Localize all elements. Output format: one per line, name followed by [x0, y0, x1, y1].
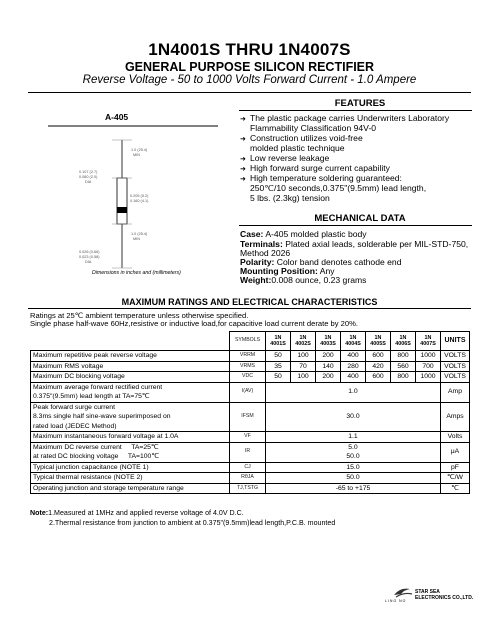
features-divider [239, 110, 472, 111]
table-row: Operating junction and storage temperature range TJ,TSTG -65 to +175 ℃ [31, 483, 470, 494]
cathode-band [117, 207, 127, 213]
rating-summary: Reverse Voltage - 50 to 1000 Volts Forward Current - 1.0 Ampere [82, 74, 417, 86]
ratings-table [30, 331, 470, 494]
dim-label: 0.160 (4.1) [130, 199, 149, 203]
table-row: Maximum DC blocking voltage VDC 50 100 200 400 600 800 1000 VOLTS [31, 372, 470, 383]
feature-item: ➜ Construction utilizes void-free [240, 133, 363, 145]
mech-terminals-cont: Method 2026 [240, 248, 291, 258]
dimensions-note: Dimensions in inches and (millimeters) [92, 270, 181, 276]
feature-item-cont: 5 lbs. (2.3kg) tension [250, 193, 330, 203]
part-header: 1N 4002S [291, 332, 316, 351]
feature-item: ➜ Low reverse leakage [240, 153, 329, 165]
dim-label: DIA [85, 180, 92, 184]
part-header: 1N 4007S [416, 332, 441, 351]
dim-label: 0.023 (0.58) [79, 255, 100, 259]
part-header: 1N 4005S [366, 332, 391, 351]
logo-small-text: LING NO [385, 599, 407, 603]
mech-polarity: Polarity: Color band denotes cathode end [240, 257, 402, 267]
table-row: Maximum RMS voltage VRMS 35 70 140 280 420 560 700 VOLTS [31, 361, 470, 372]
table-row: Typical junction capacitance (NOTE 1) CJ 15.0 pF [31, 462, 470, 473]
feature-item: ➜ High forward surge current capability [240, 163, 390, 175]
mechanical-heading: MECHANICAL DATA [314, 213, 406, 224]
mech-mounting: Mounting Position: Any [240, 266, 335, 276]
dim-label: 0.205 (5.2) [130, 194, 149, 198]
ratings-note-1: Ratings at 25℃ ambient temperature unless otherwise specified. [30, 311, 249, 320]
dim-label: 1.0 (25.4) [131, 148, 148, 152]
ratings-divider [28, 308, 471, 309]
star-sea-logo-icon [392, 585, 414, 599]
table-row: Peak forward surge current 8.3ms single half sine-wave superimposed on rated load (JEDEC Method) IFSM 30.0 Amps [31, 402, 470, 432]
symbols-header: SYMBOLS [230, 332, 266, 351]
mechanical-divider [239, 225, 472, 226]
feature-item-cont: 250℃/10 seconds,0.375"(9.5mm) lead length, [250, 183, 427, 193]
part-header: 1N 4003S [316, 332, 341, 351]
note-1: Note:1.Measured at 1MHz and applied reverse voltage of 4.0V D.C. [30, 509, 244, 517]
company-logo-text: STAR SEA ELECTRONICS CO.,LTD. [415, 589, 474, 601]
mech-case: Case: A-405 molded plastic body [240, 229, 367, 239]
feature-item: ➜ The plastic package carries Underwriters Laboratory [240, 113, 449, 125]
arrow-icon: ➜ [240, 116, 246, 123]
document-subtitle: GENERAL PURPOSE SILICON RECTIFIER [124, 60, 375, 74]
dim-label: 0.026 (0.66) [79, 250, 100, 254]
note-2: 2.Thermal resistance from junction to ambient at 0.375"(9.5mm)lead length,P.C.B. mounted [49, 519, 336, 527]
arrow-icon: ➜ [240, 136, 246, 143]
table-header-row [31, 332, 470, 351]
arrow-icon: ➜ [240, 156, 246, 163]
feature-item: ➜ High temperature soldering guaranteed: [240, 173, 402, 185]
features-heading: FEATURES [334, 98, 386, 109]
table-row: Maximum DC reverse current TA=25℃ at rated DC blocking voltage TA=100℃ IR 5.0 50.0 μA [31, 442, 470, 462]
dim-label: 1.0 (25.4) [131, 232, 148, 236]
ratings-note-2: Single phase half-wave 60Hz,resistive or inductive load,for capacitive load current derate by 20%. [30, 319, 358, 328]
dim-label: DIA [85, 260, 92, 264]
part-header: 1N 4004S [341, 332, 366, 351]
feature-item-cont: Flammability Classification 94V-0 [250, 123, 377, 133]
mech-terminals: Terminals: Plated axial leads, solderable per MIL-STD-750, [240, 239, 469, 249]
dim-label: MIN [133, 153, 140, 157]
units-header: UNITS [441, 332, 470, 351]
table-row: Maximum average forward rectified current 0.375"(9.5mm) lead length at TA=75℃ I(AV) 1.0 Amp [31, 382, 470, 402]
dim-label: 0.080 (2.0) [79, 175, 98, 179]
feature-item-cont: molded plastic technique [250, 143, 345, 153]
ratings-heading: MAXIMUM RATINGS AND ELECTRICAL CHARACTERISTICS [121, 297, 378, 307]
table-row: Maximum instantaneous forward voltage at 1.0A VF 1.1 Volts [31, 432, 470, 443]
part-header: 1N 4006S [391, 332, 416, 351]
dim-label: MIN [133, 237, 140, 241]
package-label: A-405 [105, 112, 129, 122]
document-title: 1N4001S THRU 1N4007S [148, 40, 351, 59]
table-row: Typical thermal resistance (NOTE 2) RθJA 50.0 ℃/W [31, 473, 470, 484]
mech-weight: Weight:0.008 ounce, 0.23 grams [240, 275, 367, 285]
table-row: Maximum repetitive peak reverse voltage VRRM 50 100 200 400 600 800 1000 VOLTS [31, 351, 470, 362]
arrow-icon: ➜ [240, 176, 246, 183]
arrow-icon: ➜ [240, 166, 246, 173]
dim-label: 0.107 (2.7) [79, 170, 98, 174]
diode-body [117, 178, 127, 224]
part-header: 1N 4001S [266, 332, 291, 351]
